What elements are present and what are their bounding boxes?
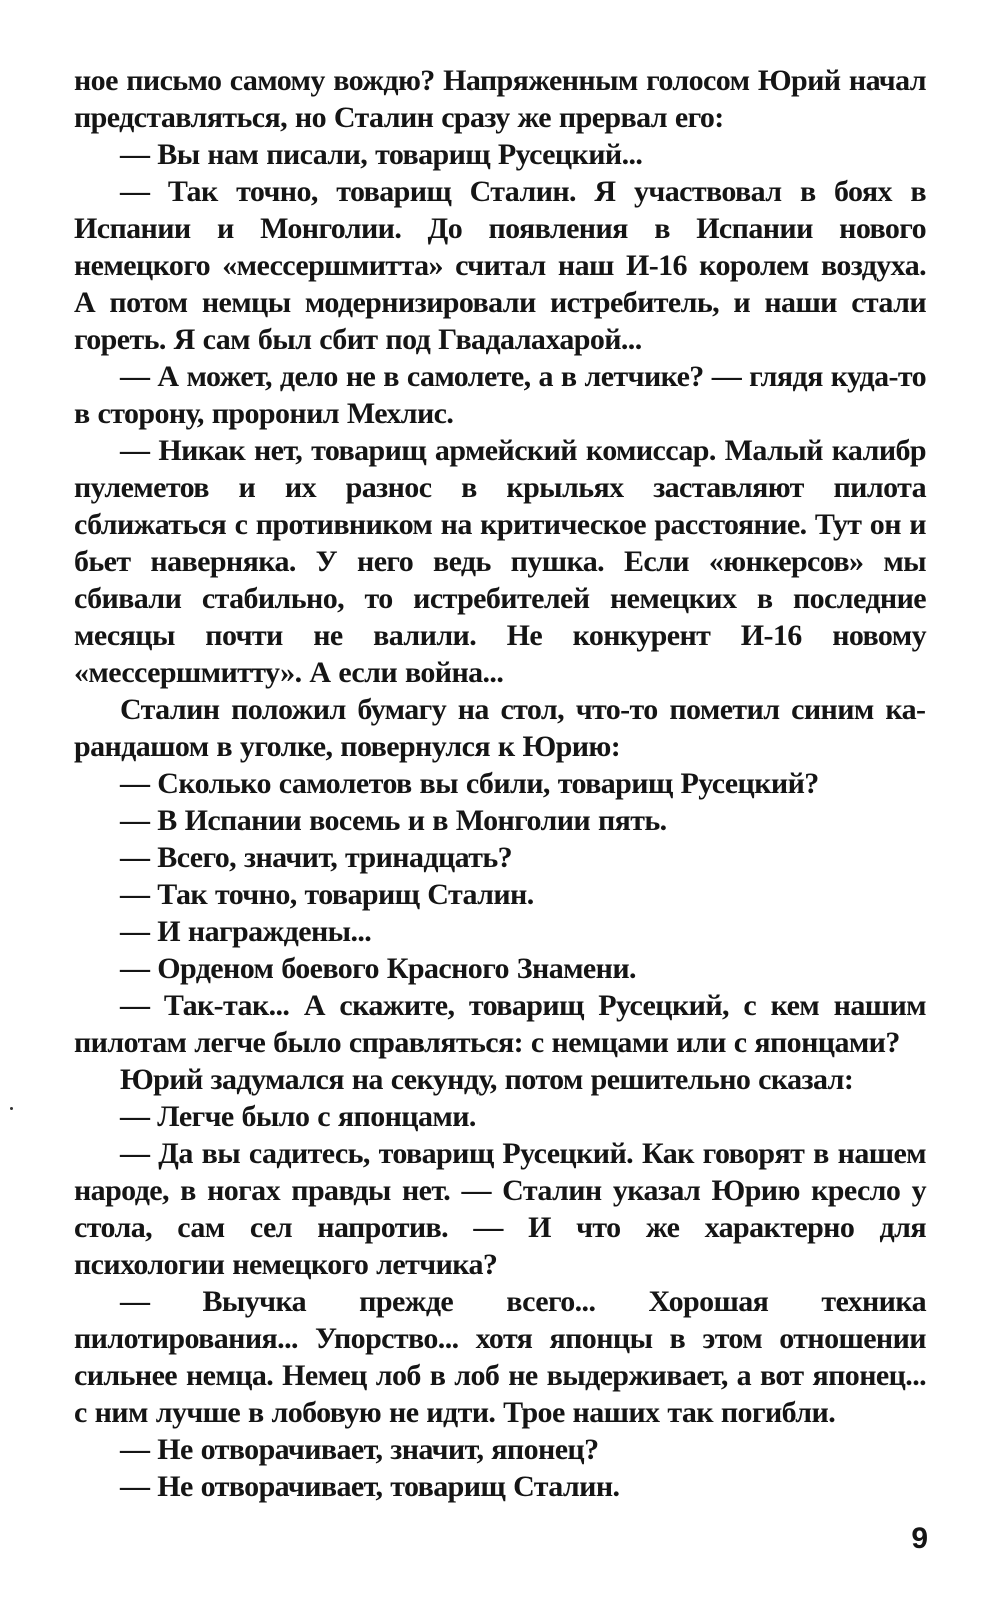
paragraph: — Выучка прежде всего... Хорошая техника пилотирования... Упорство... хотя японцы в этом отношении сильнее немца. Немец лоб в лоб не выдерживает, а вот японец... с ним лучше в лобовую не идти. Трое наших так погибли.: [74, 1285, 926, 1429]
paragraph: — Всего, значит, тринадцать?: [120, 841, 513, 874]
paragraph: — Не отворачивает, товарищ Сталин.: [120, 1470, 620, 1503]
paragraph: — В Испании восемь и в Монголии пять.: [120, 804, 667, 837]
paragraph: Сталин положил бумагу на стол, что-то пометил синим карандашом в уголке, повернулся к Юрию:: [74, 693, 926, 763]
paragraph: — Так точно, товарищ Сталин. Я участвовал в боях в Испании и Монголии. До появления в Испании нового немецкого «мессершмитта» считал наш И-16 королем воздуха. А потом немцы модернизировали истребитель, и наши стали гореть. Я сам был сбит под Гвадалахарой...: [74, 175, 926, 356]
paragraph: — Да вы садитесь, товарищ Русецкий. Как говорят в нашем народе, в ногах правды нет. — Сталин указал Юрию кресло у стола, сам сел напротив. — И что же характерно для психологии немецкого летчика?: [74, 1137, 926, 1281]
page-number: 9: [911, 1522, 928, 1555]
paragraph: Юрий задумался на секунду, потом решительно сказал:: [120, 1063, 854, 1096]
paragraph: — Так-так... А скажите, товарищ Русецкий, с кем нашим пилотам легче было справляться: с немцами или с японцами?: [74, 989, 926, 1059]
paragraph: — Не отворачивает, значит, японец?: [120, 1433, 599, 1466]
paragraph: — Никак нет, товарищ армейский комиссар. Малый калибр пулеметов и их разнос в крыльях заставляют пилота сближаться с противником на критическое расстояние. Тут он и бьет наверняка. У него ведь пушка. Если «юнкерсов» мы сбивали стабильно, то истребителей немецких в последние месяцы почти не валили. Не конкурент И-16 новому «мессершмитту». А если война...: [74, 434, 926, 689]
paragraph: — Так точно, товарищ Сталин.: [120, 878, 534, 911]
paragraph: — Орденом боевого Красного Знамени.: [120, 952, 636, 985]
paragraph: — Вы нам писали, товарищ Русецкий...: [120, 138, 643, 171]
print-speck: [10, 1107, 13, 1110]
page-body: [74, 62, 926, 1505]
paragraph: ное письмо самому вождю? Напряженным голосом Юрий начал представляться, но Сталин сразу же прервал его:: [74, 64, 926, 134]
paragraph: — А может, дело не в самолете, а в летчике? — глядя куда-то в сторону, проронил Мехлис.: [74, 360, 926, 430]
paragraph: — И награждены...: [120, 915, 372, 948]
paragraph: — Легче было с японцами.: [120, 1100, 476, 1133]
paragraph: — Сколько самолетов вы сбили, товарищ Русецкий?: [120, 767, 819, 800]
